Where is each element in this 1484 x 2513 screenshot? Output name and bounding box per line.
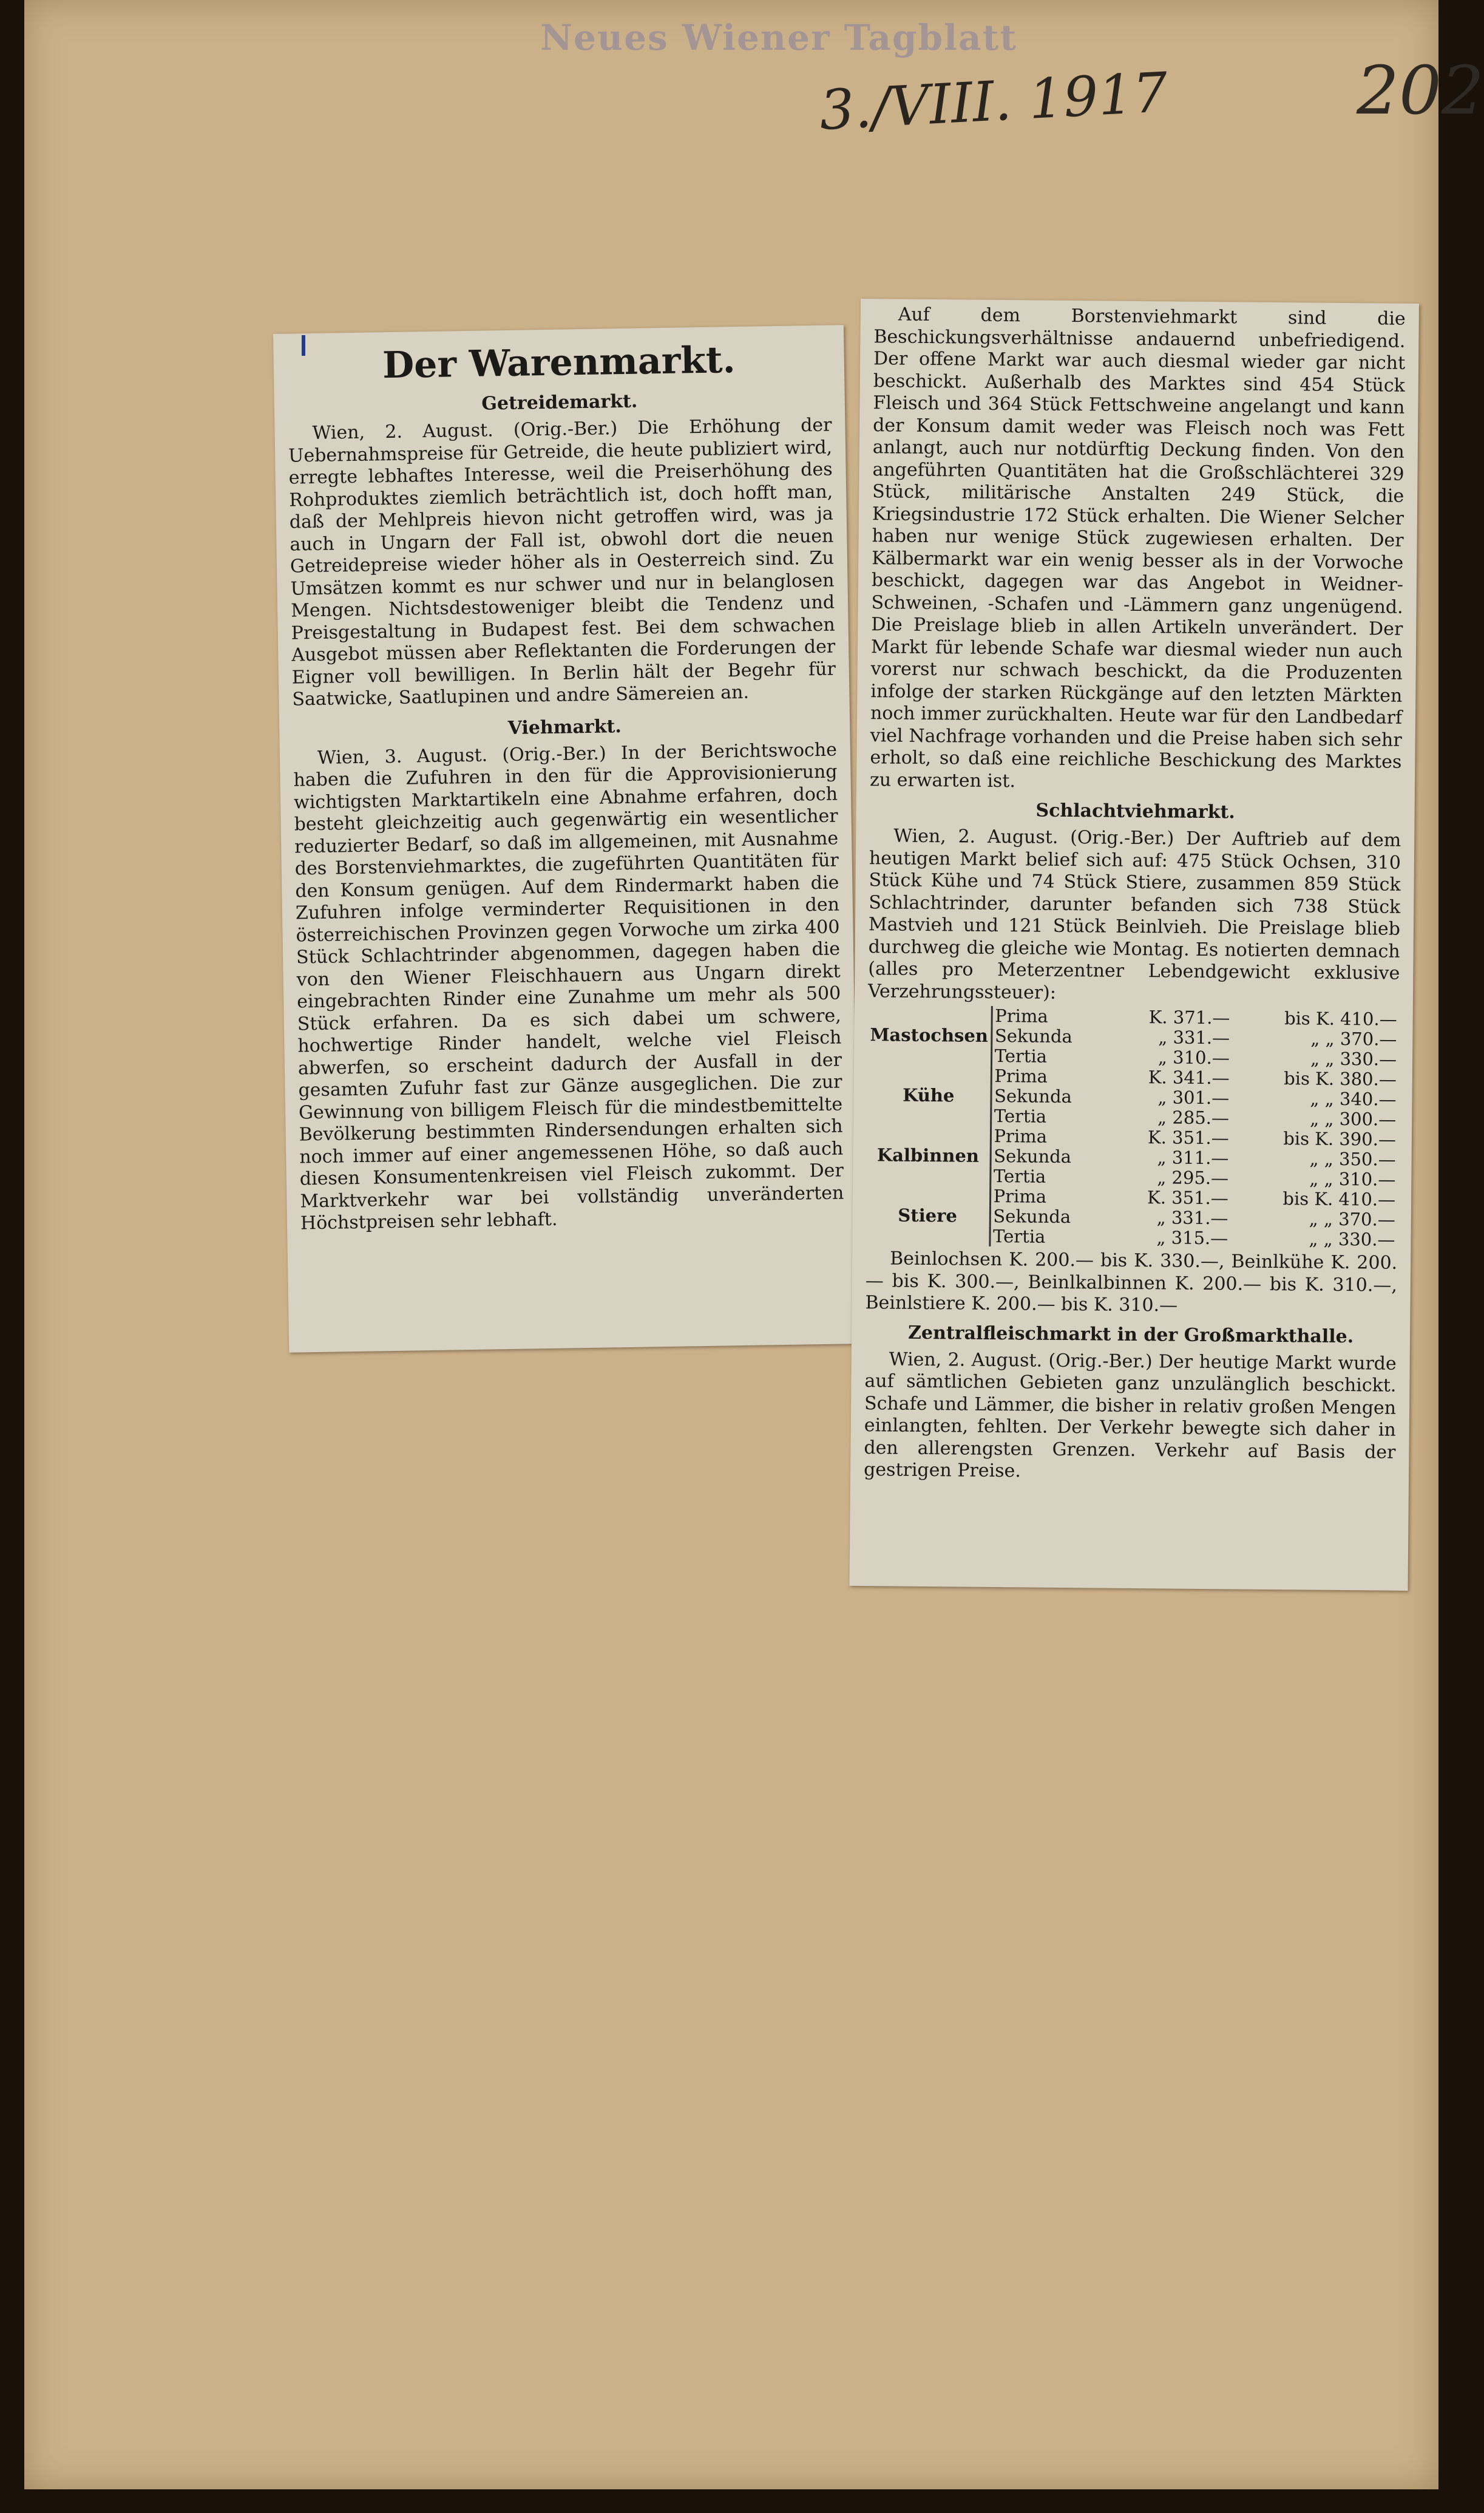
price-from: K. 351.— [1147,1187,1228,1209]
price-category: Kühe [867,1065,991,1126]
price-to: bis K. 390.— [1283,1128,1397,1150]
price-grade: Tertia [993,1165,1046,1187]
price-to: „ „ 310.— [1309,1168,1396,1190]
price-from: K. 341.— [1148,1067,1230,1089]
section-title-schlachtviehmarkt: Schlachtviehmarkt. [1035,800,1235,823]
price-from: „ 310.— [1157,1047,1230,1069]
schlachtvieh-text: Wien, 2. August. (Orig.-Ber.) Der Auftrieb auf dem heutigen Markt belief sich auf: 475 Stück Ochsen, 310 Stück Kühe und 74 Stück Stiere, zusammen 859 Stück Schlachtrinder, darunter befanden sich 738 Stück Mastvieh und 121 Stück Beinlvieh. Die Preislage blieb durchweg die gleiche wie Montag. Es notierten demnach (alles pro Meterzentner Lebendgewicht exklusive Verzehrungssteuer): [867,825,1401,1004]
price-grade: Tertia [994,1045,1048,1067]
price-row [867,1125,1398,1150]
getreidemarkt-text: Wien, 2. August. (Orig.-Ber.) Die Erhöhung der Uebernahmspreise für Getreide, die heute publiziert wird, erregte lebhaftes Interesse, weil die Preiserhöhung des Rohproduktes ziemlich beträchtlich ist, doch hofft man, daß der Mehlpreis hievon nicht getroffen wird, was ja auch in Ungarn der Fall ist, obwohl dort die neuen Getreidepreise wieder höher als in Oesterreich sind. Zu Umsätzen kommt es nur schwer und nur in belanglosen Mengen. Nichtsdestoweniger bleibt die Tendenz und Preisgestaltung in Budapest fest. Bei dem schwachen Ausgebot müssen aber Reflektanten die Forderungen der Eigner voll bewilligen. In Berlin hält der Begehr für Saatwicke, Saatlupinen und andre Sämereien an. [288,414,836,710]
price-to: bis K. 410.— [1284,1008,1397,1030]
price-from: „ 285.— [1157,1107,1230,1129]
price-to: bis K. 380.— [1284,1068,1397,1090]
borstenvieh-text: Auf dem Borstenviehmarkt sind die Beschickungsverhältnisse andauernd unbefriedigend. Der offene Markt war auch diesmal wieder gar nicht beschickt. Außerhalb des Marktes sind 454 Stück Fleisch und 364 Stück Fettschweine angelangt und kann der Konsum damit weder was Fleisch noch was Fett anlangt, auch nur notdürftig Deckung finden. Von den angeführten Quantitäten hat die Großschlächterei 329 Stück, militärische Anstalten 249 Stück, die Kriegsindustrie 172 Stück erhalten. Die Wiener Selcher haben nur wenige Stück zugewiesen erhalten. Der Kälbermarkt war ein wenig besser als in der Vorwoche beschickt, dagegen war das Angebot in Weidner-Schweinen, -Schafen und -Lämmern ganz ungenügend. Die Preislage blieb in allen Artikeln unverändert. Der Markt für lebende Schafe war diesmal wieder nun auch vorerst nur schwach beschickt, da die Produzenten infolge der starken Rückgänge auf den letzten Märkten noch immer zurückhalten. Heute war für den Landbedarf viel Nachfrage vorhanden und die Preise haben sich sehr erholt, so daß eine reichliche Beschickung des Marktes zu erwarten ist. [869,304,1406,792]
price-grade: Prima [994,1125,1048,1147]
price-to: „ „ 330.— [1310,1048,1397,1070]
price-from: „ 311.— [1157,1147,1229,1169]
price-table [866,1005,1399,1250]
price-grade: Sekunda [994,1085,1072,1107]
newspaper-stamp: Neues Wiener Tagblatt [540,17,1018,58]
price-from: K. 371.— [1148,1007,1230,1029]
viehmarkt-text: Wien, 3. August. (Orig.-Ber.) In der Berichtswoche haben die Zufuhren in den für die Approvisionierung wichtigsten Marktartikeln eine Abnahme erfahren, doch besteht gleichzeitig auch gegenwärtig ein wesentlicher reduzierter Bedarf, so daß im allgemeinen, mit Ausnahme des Borstenviehmarktes, die zugeführten Quantitäten für den Konsum genügen. Auf dem Rindermarkt haben die Zufuhren infolge verminderter Requisitionen in den österreichischen Provinzen gegen Vorwoche um zirka 400 Stück Schlachtrinder abgenommen, dagegen haben die von den Wiener Fleischhauern aus Ungarn direkt eingebrachten Rinder eine Zunahme um mehr als 500 Stück erfahren. Da es sich dabei um schwere, hochwertige Rinder handelt, welche viel Fleisch abwerfen, so erscheint dadurch der Ausfall in der gesamten Zufuhr fast zur Gänze ausgeglichen. Die zur Gewinnung von billigem Fleisch für die mindestbemittelte Bevölkerung bestimmten Rindersendungen erhalten sich noch immer auf einer angemessenen Höhe, so daß auch diesen Konsumentenkreisen viel Fleisch zukommt. Der Marktverkehr war bei vollständig unveränderten Höchstpreisen sehr lebhaft. [293,738,844,1234]
section-title-zentralfleischmarkt: Zentralfleischmarkt in der Großmarkthalle. [907,1322,1354,1347]
price-to: „ „ 300.— [1310,1108,1397,1130]
price-category: Kalbinnen [866,1125,991,1186]
page-number: 202 [1357,52,1484,129]
price-grade: Tertia [994,1105,1047,1127]
price-to: „ „ 350.— [1309,1148,1396,1170]
price-to: bis K. 410.— [1282,1188,1396,1210]
price-category: Mastochsen [867,1005,992,1066]
price-category: Stiere [866,1185,990,1246]
price-from: „ 295.— [1157,1167,1229,1189]
price-from: „ 315.— [1156,1227,1228,1249]
price-to: „ „ 370.— [1309,1208,1395,1230]
price-to: „ „ 370.— [1310,1028,1397,1050]
clipping-right [849,299,1418,1591]
price-row [867,1065,1399,1090]
price-grade: Sekunda [993,1205,1071,1228]
price-from: „ 331.— [1158,1027,1230,1049]
price-to: „ „ 340.— [1310,1088,1397,1110]
price-from: „ 331.— [1156,1207,1228,1229]
price-grade: Sekunda [994,1145,1072,1168]
article-title: Der Warenmarkt. [382,339,736,387]
clipping-left [273,325,859,1353]
price-from: K. 351.— [1147,1127,1229,1149]
price-to: „ „ 330.— [1309,1228,1395,1250]
price-grade: Tertia [992,1225,1046,1247]
price-row [866,1185,1398,1210]
price-row [868,1005,1400,1030]
blue-pencil-mark [302,335,305,356]
price-grade: Prima [993,1185,1047,1207]
handwritten-date: 3./VIII. 1917 [818,61,1170,143]
beinl-prices-text: Beinlochsen K. 200.— bis K. 330.—, Beinlkühe K. 200.— bis K. 300.—, Beinlkalbinnen K. 200.— bis K. 310.—, Beinlstiere K. 200.— bis K. 310.— [865,1248,1398,1316]
price-grade: Prima [995,1005,1048,1027]
price-grade: Sekunda [994,1025,1072,1047]
section-title-viehmarkt: Viehmarkt. [507,715,622,739]
price-grade: Prima [994,1065,1048,1087]
section-title-getreidemarkt: Getreidemarkt. [481,390,638,415]
price-from: „ 301.— [1157,1087,1230,1109]
zentralfleischmarkt-text: Wien, 2. August. (Orig.-Ber.) Der heutige Markt wurde auf sämtlichen Gebieten ganz unzulänglich beschickt. Schafe und Lämmer, die bisher in relativ großen Mengen einlangten, fehlten. Der Verkehr bewegte sich daher in den allerengsten Grenzen. Verkehr auf Basis der gestrigen Preise. [864,1348,1397,1482]
